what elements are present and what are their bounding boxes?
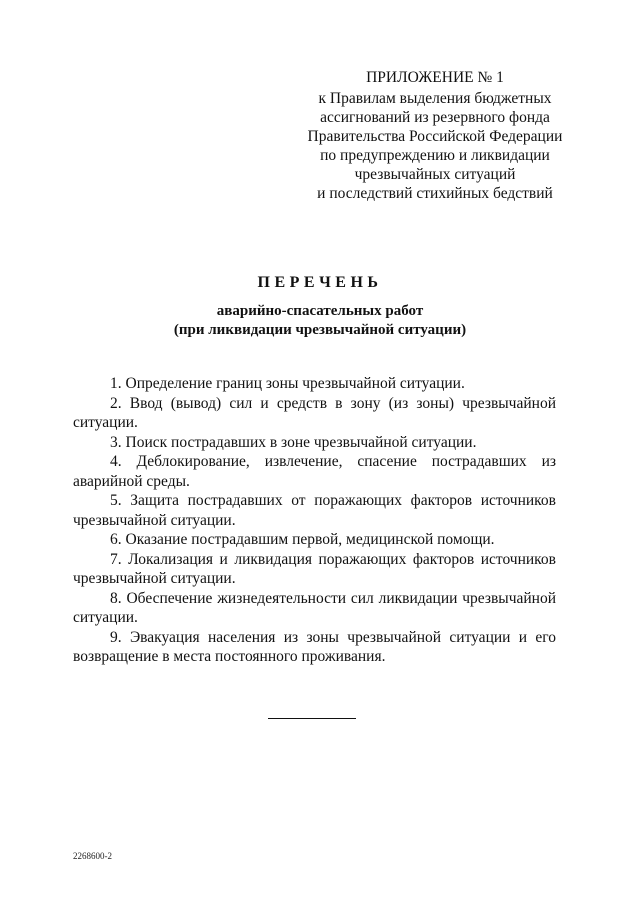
appendix-line: чрезвычайных ситуаций [354, 166, 516, 183]
appendix-block [300, 68, 570, 203]
subtitle-line: (при ликвидации чрезвычайной ситуации) [173, 322, 467, 338]
end-divider [268, 718, 356, 719]
list-item: 3. Поиск пострадавших в зоне чрезвычайной ситуации. [110, 433, 477, 451]
document-title: ПЕРЕЧЕНЬ [257, 274, 383, 291]
list-item: 5. Защита пострадавших от поражающих факторов источников чрезвычайной ситуации. [73, 492, 556, 529]
list-item: 6. Оказание пострадавшим первой, медицинской помощи. [110, 531, 495, 548]
list-item: 2. Ввод (вывод) сил и средств в зону (из зоны) чрезвычайной ситуации. [73, 394, 556, 431]
document-code: 2268600-2 [73, 851, 112, 861]
list-item: 9. Эвакуация населения из зоны чрезвычайной ситуации и его возвращение в места постоянного проживания. [73, 628, 556, 665]
subtitle-line: аварийно-спасательных работ [216, 303, 424, 319]
list-item: 8. Обеспечение жизнедеятельности сил ликвидации чрезвычайной ситуации. [73, 589, 556, 626]
appendix-line: ассигнований из резервного фонда [320, 109, 550, 126]
works-list [73, 374, 556, 667]
list-item: 7. Локализация и ликвидация поражающих факторов источников чрезвычайной ситуации. [73, 550, 556, 587]
appendix-line: Правительства Российской Федерации [307, 128, 563, 145]
list-item: 4. Деблокирование, извлечение, спасение пострадавших из аварийной среды. [73, 453, 556, 490]
appendix-line: к Правилам выделения бюджетных [318, 90, 552, 107]
appendix-heading: ПРИЛОЖЕНИЕ № 1 [366, 69, 504, 86]
appendix-line: и последствий стихийных бедствий [317, 185, 553, 202]
appendix-line: по предупреждению и ликвидации [320, 147, 550, 164]
document-subtitle [0, 302, 640, 340]
list-item: 1. Определение границ зоны чрезвычайной ситуации. [110, 375, 465, 392]
